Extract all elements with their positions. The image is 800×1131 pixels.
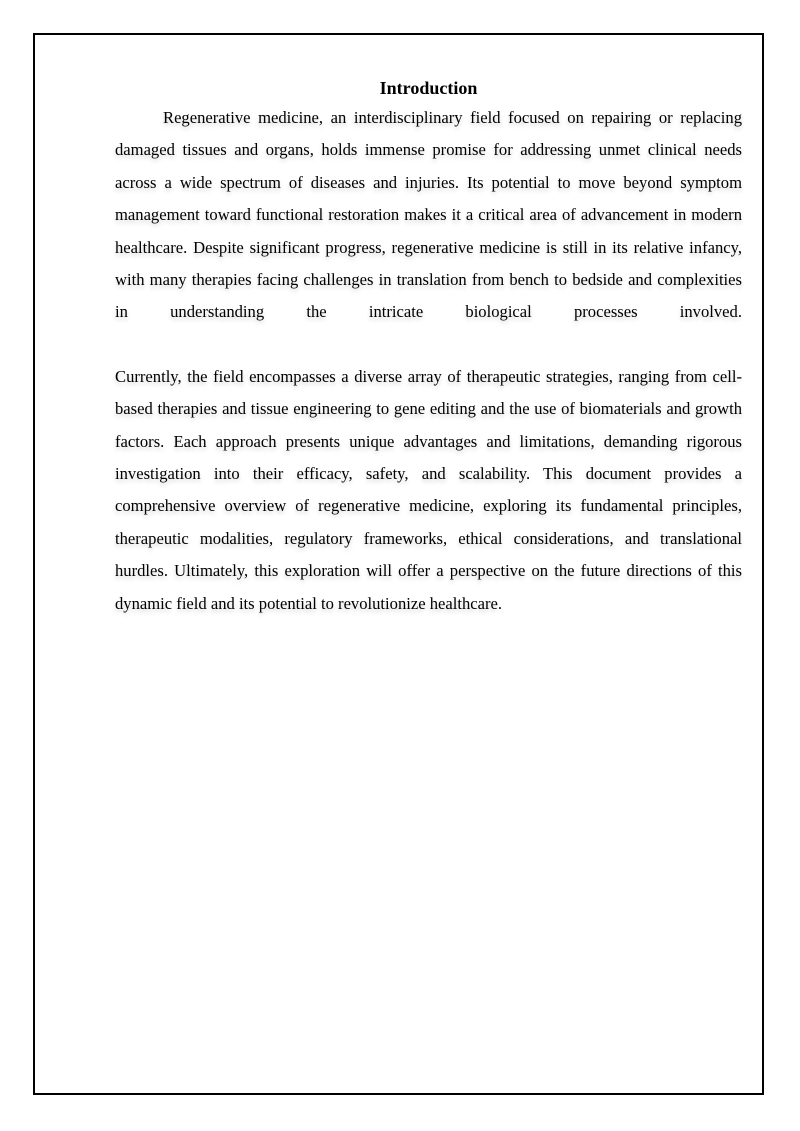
paragraph-gap <box>115 329 742 361</box>
paragraph-2: Currently, the field encompasses a diverse array of therapeutic strategies, ranging from cell-based therapies and tissue engineering to gene editing and the use of biomaterials and growth factors. Each approach presents unique advantages and limitations, demanding rigorous investigation into their efficacy, safety, and scalability. This document provides a comprehensive overview of regenerative medicine, exploring its fundamental principles, therapeutic modalities, regulatory frameworks, ethical considerations, and translational hurdles. Ultimately, this exploration will offer a perspective on the future directions of this dynamic field and its potential to revolutionize healthcare. <box>115 366 742 613</box>
document-body <box>115 76 742 620</box>
section-title: Introduction <box>379 78 478 98</box>
paragraph-1: Regenerative medicine, an interdisciplinary field focused on repairing or replacing damaged tissues and organs, holds immense promise for addressing unmet clinical needs across a wide spectrum of diseases and injuries. Its potential to move beyond symptom management toward functional restoration makes it a critical area of advancement in modern healthcare. Despite significant progress, regenerative medicine is still in its relative infancy, with many therapies facing challenges in translation from bench to bedside and complexities in understanding the intricate biological processes involved. <box>115 108 742 322</box>
